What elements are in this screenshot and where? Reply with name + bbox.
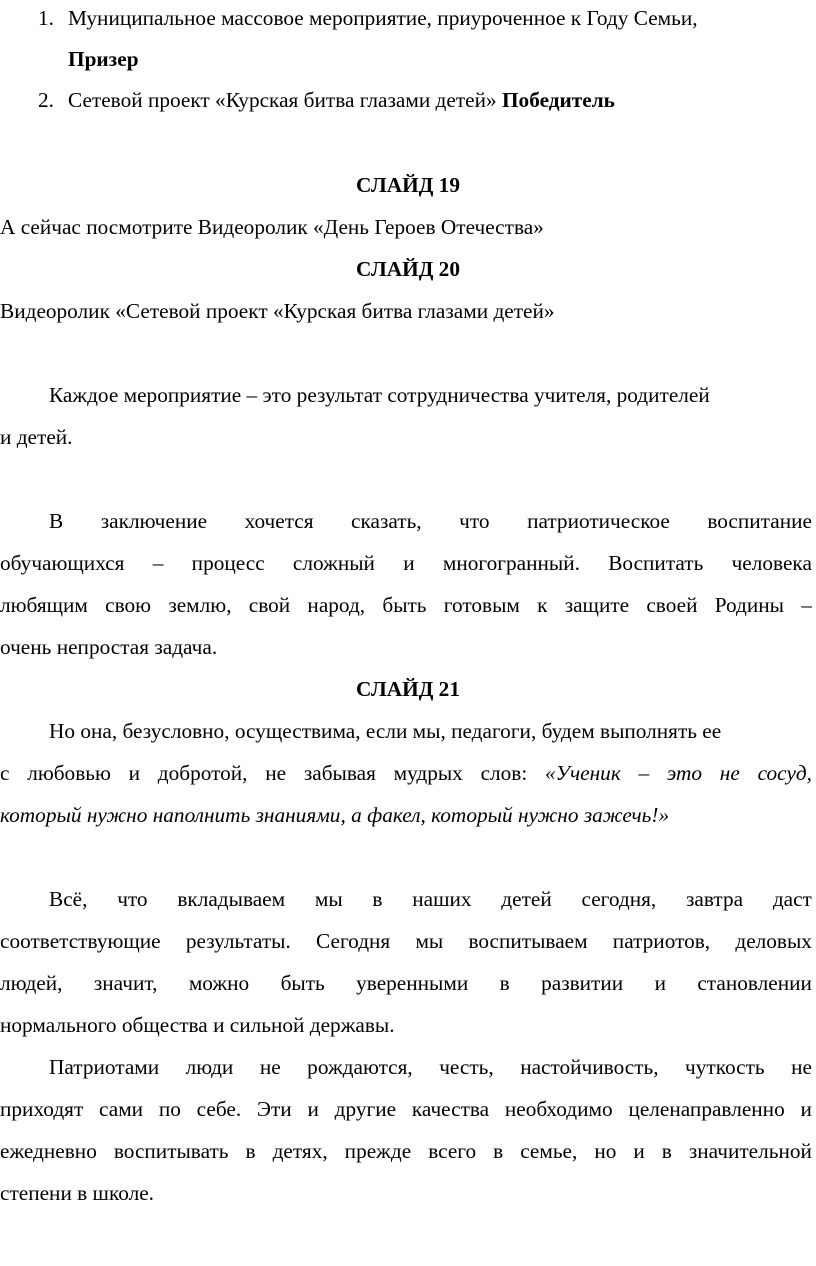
word: «Ученик bbox=[545, 761, 621, 785]
word: воспитываем bbox=[468, 929, 588, 953]
word: другие bbox=[334, 1097, 397, 1121]
slide-21-line-mixed bbox=[0, 760, 812, 786]
word: даст bbox=[772, 887, 812, 911]
para-4-line: степени в школе. bbox=[0, 1181, 154, 1205]
word: ежедневно bbox=[0, 1139, 97, 1163]
list-item-2-award: Победитель bbox=[501, 88, 615, 112]
para-1-line: и детей. bbox=[0, 425, 73, 449]
para-4-line bbox=[0, 1138, 812, 1164]
list-item-1-award: Призер bbox=[68, 47, 139, 71]
list-number-1: 1. bbox=[38, 6, 54, 30]
word: готовым bbox=[443, 593, 520, 617]
slide-20-heading: СЛАЙД 20 bbox=[356, 257, 460, 281]
word: свой bbox=[248, 593, 291, 617]
word: патриотическое bbox=[527, 509, 670, 533]
word: человека bbox=[731, 551, 812, 575]
word: необходимо bbox=[504, 1097, 613, 1121]
word: детях, bbox=[272, 1139, 328, 1163]
word: мудрых bbox=[393, 761, 463, 785]
list-item-2 bbox=[68, 87, 615, 113]
word: значит, bbox=[93, 971, 158, 995]
word: Сегодня bbox=[316, 929, 391, 953]
slide-19-heading: СЛАЙД 19 bbox=[356, 173, 460, 197]
word: – bbox=[152, 551, 164, 575]
word: сами bbox=[99, 1097, 144, 1121]
word: что bbox=[117, 887, 148, 911]
word: к bbox=[537, 593, 548, 617]
word: рождаются, bbox=[307, 1055, 413, 1079]
word: завтра bbox=[686, 887, 744, 911]
word: Воспитать bbox=[608, 551, 704, 575]
word: воспитывать bbox=[113, 1139, 229, 1163]
word: уверенными bbox=[356, 971, 469, 995]
para-4-line bbox=[49, 1054, 812, 1080]
word: честь, bbox=[439, 1055, 494, 1079]
word: народ, bbox=[307, 593, 366, 617]
para-4-line bbox=[0, 1096, 812, 1122]
word: и bbox=[128, 761, 141, 785]
word: деловых bbox=[735, 929, 812, 953]
word: можно bbox=[188, 971, 250, 995]
word: – bbox=[638, 761, 650, 785]
para-2-line: очень непростая задача. bbox=[0, 635, 218, 659]
word: забывая bbox=[303, 761, 376, 785]
slide-20-text: Видеоролик «Сетевой проект «Курская битва глазами детей» bbox=[0, 299, 555, 323]
word: в bbox=[245, 1139, 256, 1163]
word: хочется bbox=[244, 509, 314, 533]
word: настойчивость, bbox=[520, 1055, 659, 1079]
word: В bbox=[49, 509, 64, 533]
word: качества bbox=[411, 1097, 490, 1121]
word: Эти bbox=[256, 1097, 292, 1121]
para-3-line bbox=[49, 886, 812, 912]
word: становлении bbox=[697, 971, 812, 995]
word: любовью bbox=[27, 761, 111, 785]
word: добротой, bbox=[157, 761, 248, 785]
word: любящим bbox=[0, 593, 88, 617]
word: и bbox=[633, 1139, 645, 1163]
word: сложный bbox=[292, 551, 375, 575]
list-item-1-text: Муниципальное массовое мероприятие, приуроченное к Году Семьи, bbox=[68, 6, 698, 30]
para-2-line bbox=[49, 508, 812, 534]
word: своей bbox=[646, 593, 698, 617]
word: в bbox=[493, 1139, 504, 1163]
word: заключение bbox=[100, 509, 208, 533]
word: быть bbox=[280, 971, 325, 995]
word: быть bbox=[382, 593, 427, 617]
word: с bbox=[0, 761, 10, 785]
slide-21-quote-line: который нужно наполнить знаниями, а факел, который нужно зажечь!» bbox=[0, 803, 670, 827]
word: соответствующие bbox=[0, 929, 161, 953]
word: сосуд, bbox=[757, 761, 812, 785]
word: прежде bbox=[344, 1139, 412, 1163]
word: мы bbox=[415, 929, 444, 953]
word: Всё, bbox=[49, 887, 88, 911]
word: не bbox=[259, 1055, 281, 1079]
word: патриотов, bbox=[612, 929, 711, 953]
word: обучающихся bbox=[0, 551, 125, 575]
word: и bbox=[800, 1097, 812, 1121]
word: землю, bbox=[168, 593, 232, 617]
word: и bbox=[403, 551, 415, 575]
word: не bbox=[719, 761, 740, 785]
word: слов: bbox=[480, 761, 528, 785]
para-3-line bbox=[0, 928, 812, 954]
slide-21-heading: СЛАЙД 21 bbox=[356, 677, 460, 701]
word: и bbox=[307, 1097, 319, 1121]
word: приходят bbox=[0, 1097, 84, 1121]
list-number-2: 2. bbox=[38, 88, 54, 112]
word: это bbox=[666, 761, 703, 785]
word: что bbox=[459, 509, 490, 533]
list-item-2-text: Сетевой проект «Курская битва глазами детей» bbox=[68, 88, 497, 112]
word: воспитание bbox=[707, 509, 812, 533]
word: семье, bbox=[520, 1139, 578, 1163]
word: в bbox=[372, 887, 383, 911]
slide-21-line: Но она, безусловно, осуществима, если мы, педагоги, будем выполнять ее bbox=[49, 719, 722, 743]
word: себе. bbox=[196, 1097, 242, 1121]
para-2-line bbox=[0, 592, 812, 618]
word: и bbox=[654, 971, 666, 995]
para-3-line bbox=[0, 970, 812, 996]
word: процесс bbox=[191, 551, 265, 575]
word: чуткость bbox=[685, 1055, 765, 1079]
word: не bbox=[265, 761, 287, 785]
word: мы bbox=[314, 887, 343, 911]
word: защите bbox=[564, 593, 630, 617]
word: по bbox=[158, 1097, 181, 1121]
word: людей, bbox=[0, 971, 63, 995]
word: в bbox=[661, 1139, 672, 1163]
word: всего bbox=[428, 1139, 477, 1163]
para-2-line bbox=[0, 550, 812, 576]
word: Патриотами bbox=[49, 1055, 160, 1079]
para-3-line: нормального общества и сильной державы. bbox=[0, 1013, 395, 1037]
word: развитии bbox=[541, 971, 624, 995]
word: значительной bbox=[688, 1139, 812, 1163]
word: но bbox=[594, 1139, 617, 1163]
word: люди bbox=[185, 1055, 234, 1079]
word: детей bbox=[501, 887, 552, 911]
word: вкладываем bbox=[177, 887, 286, 911]
word: не bbox=[791, 1055, 812, 1079]
word: наших bbox=[412, 887, 472, 911]
word: целенаправленно bbox=[628, 1097, 785, 1121]
slide-19-text: А сейчас посмотрите Видеоролик «День Героев Отечества» bbox=[0, 215, 544, 239]
word: Родины bbox=[714, 593, 784, 617]
word: результаты. bbox=[185, 929, 291, 953]
word: сказать, bbox=[351, 509, 422, 533]
word: свою bbox=[105, 593, 152, 617]
word: сегодня, bbox=[581, 887, 657, 911]
word: многогранный. bbox=[442, 551, 580, 575]
word: – bbox=[801, 593, 812, 617]
para-1-line: Каждое мероприятие – это результат сотрудничества учителя, родителей bbox=[49, 383, 710, 407]
word: в bbox=[499, 971, 510, 995]
